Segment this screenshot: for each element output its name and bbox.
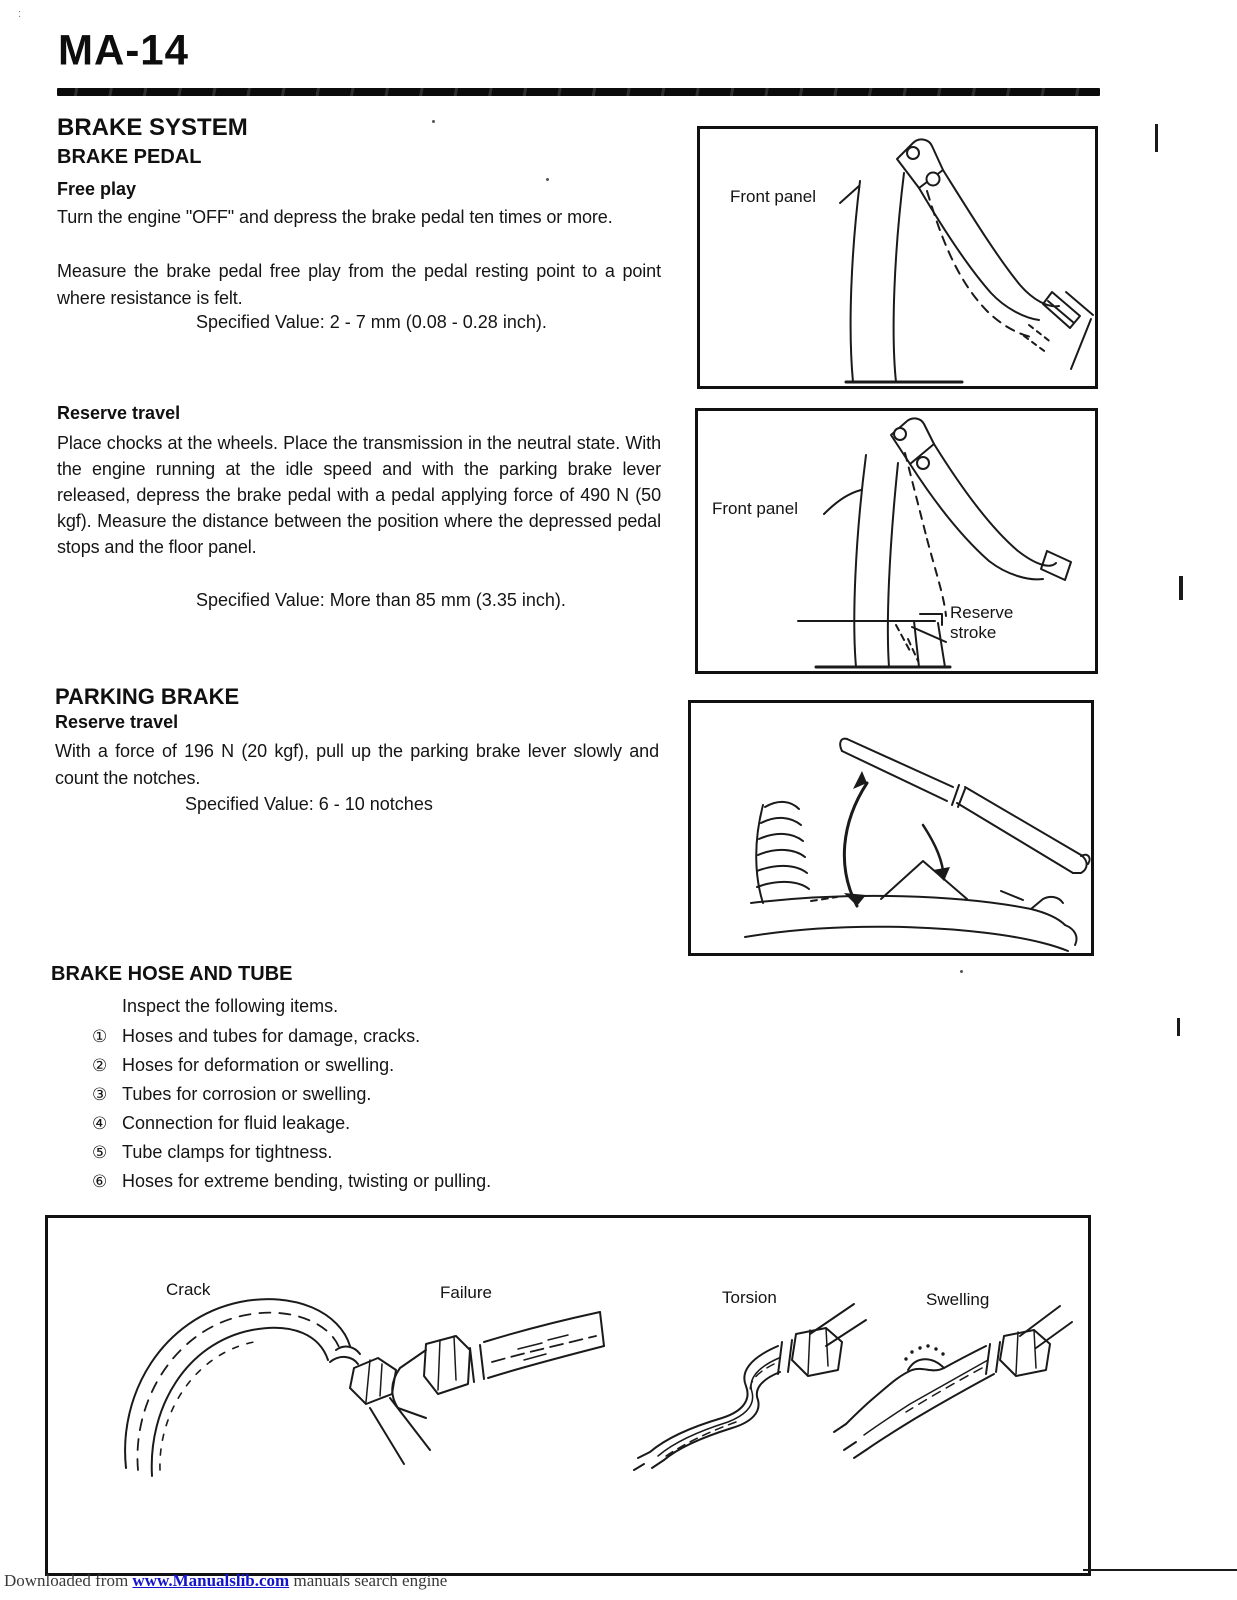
free-play-paragraph-2: Measure the brake pedal free play from the pedal resting point to a point where resistance is felt.	[57, 261, 661, 308]
hose-label-crack: Crack	[166, 1280, 211, 1299]
header-rule	[57, 88, 1100, 96]
parking-brake-lever-drawing	[691, 703, 1091, 953]
figure-reserve-travel	[695, 408, 1098, 674]
brake-hose-checklist	[92, 1022, 491, 1196]
figure-hose-defects	[45, 1215, 1091, 1576]
list-item-text: Hoses and tubes for damage, cracks.	[122, 1026, 421, 1046]
brake-hose-intro: Inspect the following items.	[122, 996, 339, 1016]
scan-tick	[1179, 576, 1183, 600]
list-item	[92, 1167, 491, 1196]
figure-label-front-panel: Front panel	[712, 499, 798, 518]
reserve-travel-spec-value: Specified Value: More than 85 mm (3.35 inch).	[196, 590, 566, 610]
figure-parking-brake	[688, 700, 1094, 956]
list-item-text: Hoses for extreme bending, twisting or pulling.	[122, 1171, 492, 1191]
heading-reserve-travel: Reserve travel	[57, 403, 181, 423]
list-marker: ④	[92, 1114, 108, 1133]
list-item	[92, 1080, 491, 1109]
brake-pedal-reserve-travel-drawing	[698, 411, 1095, 671]
list-item	[92, 1109, 491, 1138]
footer-suffix: manuals search engine	[289, 1571, 448, 1590]
list-item-text: Tubes for corrosion or swelling.	[122, 1084, 372, 1104]
list-item	[92, 1138, 491, 1167]
subsection-brake-pedal: BRAKE PEDAL	[57, 146, 202, 168]
list-marker: ⑤	[92, 1143, 108, 1162]
hose-label-swelling: Swelling	[926, 1290, 990, 1309]
scan-tick	[1155, 124, 1158, 152]
figure-free-play	[697, 126, 1098, 389]
footer-prefix: Downloaded from	[4, 1571, 133, 1590]
section-title-parking-brake: PARKING BRAKE	[55, 684, 240, 709]
list-marker: ①	[92, 1027, 108, 1046]
scan-speck	[546, 178, 549, 181]
list-item	[92, 1022, 491, 1051]
reserve-travel-paragraph: Place chocks at the wheels. Place the transmission in the neutral state. With the engine running at the idle speed and with the parking brake lever released, depress the brake pedal with a pedal applying force of 490 N (50 kgf). Measure the distance between the position where the depressed pedal stops and the floor panel.	[57, 433, 661, 557]
page-code: MA-14	[58, 25, 190, 74]
hose-label-failure: Failure	[440, 1283, 492, 1302]
parking-brake-spec-value: Specified Value: 6 - 10 notches	[185, 794, 433, 814]
list-item-text: Connection for fluid leakage.	[122, 1113, 351, 1133]
free-play-paragraph-1: Turn the engine "OFF" and depress the brake pedal ten times or more.	[57, 207, 613, 227]
heading-free-play: Free play	[57, 179, 137, 199]
hose-label-torsion: Torsion	[722, 1288, 777, 1307]
list-item-text: Hoses for deformation or swelling.	[122, 1055, 395, 1075]
figure-label-reserve-stroke: Reserve stroke	[950, 603, 1014, 642]
section-title-brake-system: BRAKE SYSTEM	[57, 114, 248, 141]
footer	[4, 1571, 447, 1591]
list-item-text: Tube clamps for tightness.	[122, 1142, 333, 1162]
list-marker: ⑥	[92, 1172, 108, 1191]
scan-tick	[1177, 1018, 1180, 1036]
list-item	[92, 1051, 491, 1080]
scan-speck	[432, 120, 435, 123]
figure-label-front-panel: Front panel	[730, 187, 816, 206]
scan-speck	[960, 970, 963, 973]
list-marker: ②	[92, 1056, 108, 1075]
heading-parking-reserve-travel: Reserve travel	[55, 712, 179, 732]
hose-defects-drawing	[48, 1218, 1088, 1573]
parking-brake-paragraph: With a force of 196 N (20 kgf), pull up the parking brake lever slowly and count the notches.	[55, 741, 659, 788]
list-marker: ③	[92, 1085, 108, 1104]
manualslib-link[interactable]: www.Manualslib.com	[132, 1571, 290, 1590]
free-play-spec-value: Specified Value: 2 - 7 mm (0.08 - 0.28 inch).	[196, 312, 547, 332]
section-title-brake-hose: BRAKE HOSE AND TUBE	[51, 963, 293, 985]
scan-artifact-colon: :	[18, 8, 22, 20]
footer-rule	[1083, 1569, 1237, 1571]
brake-pedal-free-play-drawing	[700, 129, 1095, 386]
